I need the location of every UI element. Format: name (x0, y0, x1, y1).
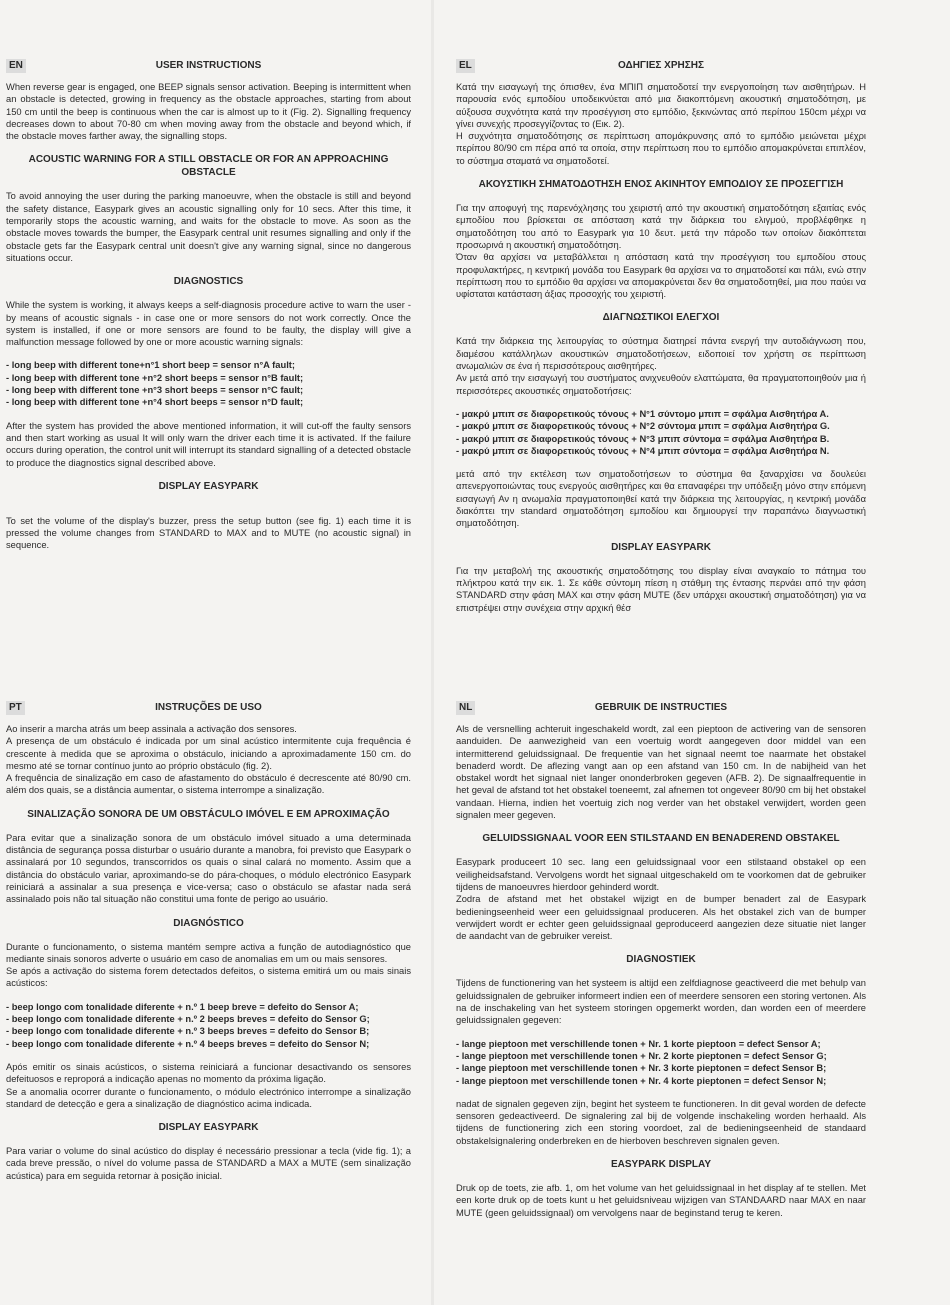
heading: DIAGNOSTIEK (626, 954, 696, 966)
paragraph: Ao inserir a marcha atrás um beep assinala a activação dos sensores. (6, 724, 297, 734)
paragraph: Για την αποφυγή της παρενόχλησης του χειριστή από την ακουστική σηματοδότηση εξαιτίας ενός εμποδίου που βρίσκεται σε απόσταση κατά την διάρκεια του ελιγμού, προβλέφθηκε η σηματοδότηση του από το Easypark για 10 δευτ. μετά την πάροδο των οποίων διακόπτεται προσωρινά η ακουστική σηματοδότηση. (456, 203, 866, 250)
paragraph: μετά από την εκτέλεση των σηματοδοτήσεων το σύστημα θα ξαναρχίσει να δουλεύει απενεργοποιώντας τους ενεργούς αισθητήρες και θα επαναφέρει την υπόδειξη μόνο στην επόμενη εισαγωγή Αν η ανωμαλία πραγματοποιηθεί κατά την διάρκεια της λειτουργίας, η κεντρική μονάδα διακόπτει την standard σηματοδότηση εμποδίου και δημιουργεί την παραπάνω διαγνωστική σηματοδότηση. (456, 469, 866, 529)
paragraph: Se a anomalia ocorrer durante o funcionamento, o módulo electrónico interrompe a sinalização standard de detecção e gera a sinalização de diagnóstico acima indicada. (6, 1086, 411, 1109)
heading: DISPLAY EASYPARK (158, 480, 259, 492)
fault-code: - long beep with different tone +n°3 short beeps = sensor n°C fault; (6, 385, 304, 396)
fault-code: - beep longo com tonalidade diferente + n.º 4 beeps breves = defeito do Sensor N; (6, 1038, 370, 1049)
paragraph: Para evitar que a sinalização sonora de um obstáculo imóvel situado a uma determinada distância de segurança possa disturbar o usuário durante a manobra, foi previsto que Easypark o assinalará por 10 segundos, transcorridos os quais o sinal calará no momento. Assim que a distância do obstáculo variar, aproximando-se do pára-choques, o módulo electrónico Easypark reiniciará a assinalar a sua presença e vice-versa; caso o obstáculo se afastar nada será assinalado pois não tal situação não constitui uma fonte de perigo ao usuário. (6, 832, 411, 905)
heading: DIAGNÓSTICO (173, 917, 244, 929)
section-pt (6, 701, 411, 1182)
heading: ΔΙΑΓΝΩΣΤΙΚΟΙ ΕΛΕΓΧΟΙ (602, 312, 720, 324)
fault-code: - beep longo com tonalidade diferente + n.º 1 beep breve = defeito do Sensor A; (6, 1001, 359, 1012)
paragraph: Κατά την διάρκεια της λειτουργίας το σύστημα διατηρεί πάντα ενεργή την αυτοδιάγνωση που, διαμέσου κατάλληλων ακουστικών σηματοδοτήσεων, ειδοποιεί τον χρήστη σε περίπτωση ανωμαλιών σε ένα ή περισσότερους αισθητήρες. (456, 336, 866, 372)
paragraph: A presença de um obstáculo é indicada por um sinal acústico intermitente cuja frequência é crescente à medida que se aproxima o obstáculo, iniciando a aproximadamente 150 cm. do mesmo até se tornar contínuo junto ao próprio obstáculo (fig. 2). (6, 736, 411, 771)
section-title: ΟΔΗΓΙΕΣ ΧΡΗΣΗΣ (618, 60, 704, 71)
heading: DIAGNOSTICS (173, 276, 244, 288)
fault-code: - long beep with different tone +n°2 short beeps = sensor n°B fault; (6, 372, 304, 383)
lang-code: EN (6, 59, 26, 73)
paragraph: Durante o funcionamento, o sistema mantém sempre activa a função de autodiagnóstico que mediante sinais sonoros adverte o usuário em caso de anomalias em um ou mais sensores. (6, 941, 411, 964)
paragraph: After the system has provided the above mentioned information, it will cut-off the faulty sensors and then start working as usual It will only warn the driver each time it is activated. If the failure occurs during operation, the control unit will interrupt its standard signalling of a detected obstacle to produce the diagnostics signal described above. (6, 420, 411, 468)
paragraph: Η συχνότητα σηματοδότησης σε περίπτωση απομάκρυνσης από το εμπόδιο μειώνεται μέχρι περίπου 80/90 cm πέρα από τα οποία, στην περίπτωση που το εμπόδιο απομακρύνεται επιπλέον, το σύστημα σταματά να σηματοδοτεί. (456, 131, 866, 166)
paragraph: Als de versnelling achteruit ingeschakeld wordt, zal een pieptoon de activering van de sensoren aanduiden. De aanwezigheid van een voertuig wordt aangegeven door middel van een intermitterend geluidssignaal. De frequentie van het signaal neemt toe naarmate het obstakel benaderd wordt. De aflezing vangt aan op een afstand van 150 cm. In de nabijheid van het obstakel wordt het signaal niet langer ononderbroken gegeven (AFB. 2). De signaalfrequentie in het geval de afstand tot het obstakel toeneemt, zal afnemen tot ongeveer 80/90 cm bij het obstakel vandaan. Hierna, indien het voertuig zich nog verder van het obstakel verwijdert, worden geen signalen meer gegeven. (456, 724, 866, 821)
section-title: GEBRUIK DE INSTRUCTIES (594, 702, 728, 713)
fault-code: - long beep with different tone+n°1 short beep = sensor n°A fault; (6, 360, 296, 371)
paragraph: While the system is working, it always keeps a self-diagnosis procedure active to warn the user - by means of acoustic signals - in case one or more sensors do not work correctly. Once the system is installed, if one or more sensors are found to be faulty, the display will give a malfunction message followed by one or more acoustic warning signals: (6, 300, 411, 348)
paragraph: Se após a activação do sistema forem detectados defeitos, o sistema emitirá um ou mais sinais acústicos: (6, 966, 411, 989)
paragraph: Για την μεταβολή της ακουστικής σηματοδότησης του display είναι αναγκαίο το πάτημα του πλήκτρου κατά την εικ. 1. Σε κάθε σύντομη πίεση η στάθμη της έντασης περνάει από την φάση STANDARD στην φάση MAX και στην φάση MUTE (δεν υπάρχει ακουστική σηματοδότηση) για να επιστρέψει στην συνέχεια στην αρχική θέσ (456, 565, 866, 613)
heading: DISPLAY EASYPARK (611, 541, 711, 553)
fault-code: - lange pieptoon met verschillende tonen + Nr. 1 korte pieptoon = defect Sensor A; (456, 1038, 821, 1049)
paragraph: Αν μετά από την εισαγωγή του συστήματος ανιχνευθούν ελαττώματα, θα πραγματοποιηθούν μια ή περισσότερες ακουστικές σηματοδοτήσεις: (456, 373, 866, 396)
paragraph: nadat de signalen gegeven zijn, begint het systeem te functioneren. In dit geval worden de defecte sensoren gedeactiveerd. De signalering zal bij de volgende inschakeling worden herhaald. Als tijdens de functionering zich een storing voordoet, zal de bedieningseenheid de standaard obstakelsignalering onderbreken en de hierboven beschreven signalen geven. (456, 1098, 866, 1146)
heading: EASYPARK DISPLAY (610, 1159, 712, 1171)
section-el (456, 59, 866, 614)
section-title: USER INSTRUCTIONS (155, 60, 262, 71)
fault-code: - lange pieptoon met verschillende tonen + Nr. 2 korte pieptonen = defect Sensor G; (456, 1050, 827, 1061)
fault-code: - μακρύ μπιπ σε διαφορετικούς τόνους + Ν°4 μπιπ σύντομα = σφάλμα Αισθητήρα Ν. (456, 445, 830, 456)
heading: SINALIZAÇÃO SONORA DE UM OBSTÁCULO IMÓVEL E EM APROXIMAÇÃO (27, 808, 390, 820)
paragraph: To set the volume of the display's buzzer, press the setup button (see fig. 1) each time it is pressed the volume changes from STANDARD to MAX and to MUTE (no acoustic signal) in sequence. (6, 515, 411, 551)
fault-code: - beep longo com tonalidade diferente + n.º 2 beeps breves = defeito do Sensor G; (6, 1014, 370, 1025)
section-en (6, 59, 411, 552)
fault-code: - μακρύ μπιπ σε διαφορετικούς τόνους + Ν°1 σύντομο μπιπ = σφάλμα Αισθητήρα Α. (456, 408, 829, 419)
paragraph: A frequência de sinalização em caso de afastamento do obstáculo é decrescente até 80/90 cm. além dos quais, se a distância aumentar, o sistema interrompe a sinalização. (6, 773, 411, 796)
fault-code: - lange pieptoon met verschillende tonen + Nr. 3 korte pieptonen = defect Sensor B; (456, 1063, 827, 1074)
paragraph: Κατά την εισαγωγή της όπισθεν, ένα ΜΠΙΠ σηματοδοτεί την ενεργοποίηση των αισθητήρων. Η παρουσία ενός εμποδίου υποδεικνύεται από μια διακοπτόμενη ακουστική σηματοδότηση, με αύξουσα συχνότητα κατά την προσέγγιση στο εμπόδιο, ξεκινώντας από περίπου 150cm μέχρι να γίνει συνεχής προσεγγίζοντας το (Εικ. 2). (456, 82, 866, 129)
paragraph: To avoid annoying the user during the parking manoeuvre, when the obstacle is still and beyond the safety distance, Easypark gives an acoustic signalling only for 10 secs. After this time, it temporarily stops the acoustic warning, and waits for the obstacle to move. As soon as the obstacle moves towards the bumper, the Easypark central unit resumes signalling and only if the obstacle gets far the Easypark central unit doesn't give any warning signal, since no dangerous situations occur. (6, 191, 411, 263)
heading: DISPLAY EASYPARK (158, 1122, 259, 1134)
paragraph: Após emitir os sinais acústicos, o sistema reiniciará a funcionar desactivando os sensores defeituosos e reproporá a indicação apenas no momento da próxima ligação. (6, 1061, 411, 1085)
paragraph: Zodra de afstand met het obstakel wijzigt en de bumper benadert zal de Easypark bedieningseenheid weer een geluidssignaal produceren. Als het obstakel zich van de bumper verwijdert wordt er echter geen geluidssignaal geproduceerd aangezien deze situatie niet langer de aandacht van de gebruiker vereist. (456, 894, 866, 942)
paragraph: Tijdens de functionering van het systeem is altijd een zelfdiagnose geactiveerd die met behulp van geluidssignalen de gebruiker informeert indien een of meerdere sensoren een storing vertonen. Als na de inschakeling van het systeem storingen opgemerkt worden, dan worden een of meerdere geluidssignalen gegeven: (456, 978, 866, 1026)
fault-code: - lange pieptoon met verschillende tonen + Nr. 4 korte pieptonen = defect Sensor N; (456, 1075, 827, 1086)
heading: GELUIDSSIGNAAL VOOR EEN STILSTAAND EN BENADEREND OBSTAKEL (482, 833, 840, 845)
section-title: INSTRUÇÕES DE USO (155, 702, 262, 713)
heading: ΑΚΟΥΣΤΙΚΗ ΣΗΜΑΤΟΔΟΤΗΣΗ ΕΝΟΣ ΑΚΙΝΗΤΟΥ ΕΜΠΟΔΙΟΥ ΣΕ ΠΡΟΣΕΓΓΙΣΗ (478, 179, 844, 191)
fault-code: - long beep with different tone +n°4 short beeps = sensor n°D fault; (6, 397, 304, 408)
lang-code: NL (456, 701, 475, 715)
paragraph: Druk op de toets, zie afb. 1, om het volume van het geluidssignaal in het display af te stellen. Met een korte druk op de toets kunt u het geluidsniveau wijzigen van STANDAARD naar MAX en naar MUTE (geen geluidssignaal) om vervolgens naar de beginstand terug te keren. (456, 1183, 866, 1218)
paragraph: When reverse gear is engaged, one BEEP signals sensor activation. Beeping is intermittent when an obstacle is detected, growing in frequency as the obstacle approaches, starting from about 150 cm until the beep is continuous when the car is almost up to it (Fig. 2). Signalling frequency decreases down to about 70-80 cm when moving away from the obstacle and beyond which, if the obstacle moves farther away, the signalling stops. (6, 82, 411, 142)
page-spine (431, 0, 434, 1305)
heading: ACOUSTIC WARNING FOR A STILL OBSTACLE OR FOR AN APPROACHING OBSTACLE (28, 154, 389, 179)
fault-code: - beep longo com tonalidade diferente + n.º 3 beeps breves = defeito do Sensor B; (6, 1026, 370, 1037)
lang-code: EL (456, 59, 475, 73)
paragraph: Easypark produceert 10 sec. lang een geluidssignaal voor een stilstaand obstakel op een veiligheidsafstand. Vervolgens wordt het signaal uitgeschakeld om te voorkomen dat de gebruiker tijdens de manoeuvres hierdoor gehinderd wordt. (456, 857, 866, 892)
section-nl (456, 701, 866, 1219)
lang-code: PT (6, 701, 25, 715)
fault-code: - μακρύ μπιπ σε διαφορετικούς τόνους + Ν°3 μπιπ σύντομα = σφάλμα Αισθητήρα Β. (456, 433, 830, 444)
fault-code: - μακρύ μπιπ σε διαφορετικούς τόνους + Ν°2 σύντομα μπιπ = σφάλμα Αισθητήρα G. (456, 421, 830, 432)
paragraph: Όταν θα αρχίσει να μεταβάλλεται η απόσταση κατά την προσέγγιση του εμποδίου στους προφυλακτήρες, η κεντρική μονάδα του Easypark θα αρχίσει να το σηματοδοτεί και πάλι, ενώ στην περίπτωση που το εμπόδιο θα αρχίσει να απομακρύνεται δεν θα σηματοδοτηθεί, μια που παύει να υφίσταται κατάσταση άξιας προσοχής του χειριστή. (456, 252, 866, 300)
paragraph: Para variar o volume do sinal acústico do display é necessário pressionar a tecla (vide fig. 1); a cada breve pressão, o nível do volume passa de STANDARD a MAX a MUTE (sem sinalização acústica) para em seguida retornar à posição inicial. (6, 1146, 411, 1181)
